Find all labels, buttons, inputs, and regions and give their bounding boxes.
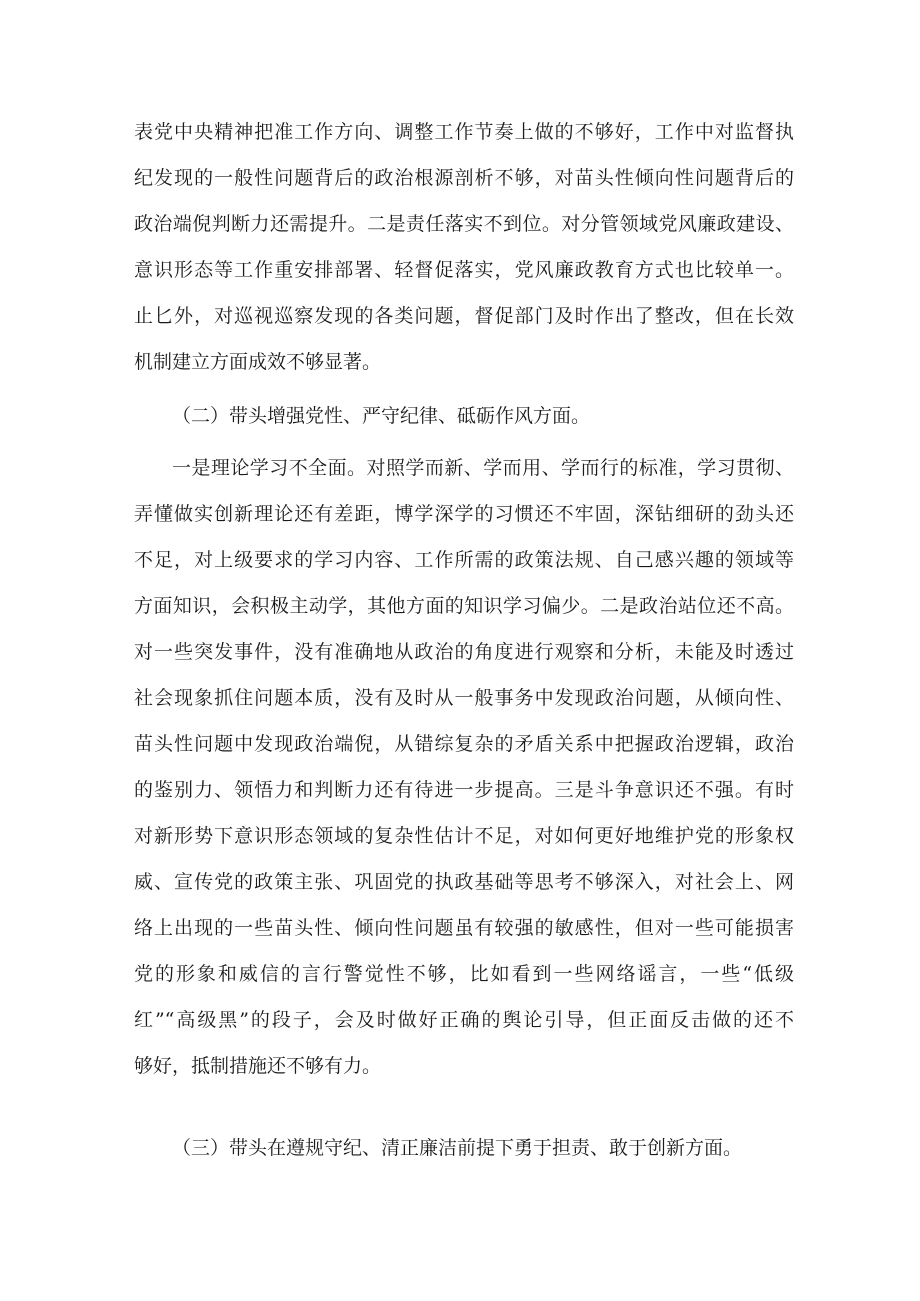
paragraph-line: 的鉴别力、领悟力和判断力还有待进一步提高。三是斗争意识还不强。有时 xyxy=(134,779,794,801)
paragraph-line: 社会现象抓住问题本质，没有及时从一般事务中发现政治问题，从倾向性、 xyxy=(134,687,794,709)
paragraph-line: 红”“高级黑”的段子，会及时做好正确的舆论引导，但正面反击做的还不 xyxy=(134,1009,794,1031)
paragraph-line: 对新形势下意识形态领域的复杂性估计不足，对如何更好地维护党的形象权 xyxy=(134,825,794,847)
paragraph-line: 不足，对上级要求的学习内容、工作所需的政策法规、自己感兴趣的领域等 xyxy=(134,549,794,571)
paragraph-line: 表党中央精神把准工作方向、调整工作节奏上做的不够好，工作中对监督执 xyxy=(134,121,794,143)
paragraph-line: 方面知识，会积极主动学，其他方面的知识学习偏少。二是政治站位还不高。 xyxy=(134,595,794,617)
paragraph-line: 机制建立方面成效不够显著。 xyxy=(134,351,382,373)
paragraph-line: 政治端倪判断力还需提升。二是责任落实不到位。对分管领域党风廉政建设、 xyxy=(134,213,794,235)
paragraph-line: 对一些突发事件，没有准确地从政治的角度进行观察和分析，未能及时透过 xyxy=(134,641,794,663)
paragraph-line: 纪发现的一般性问题背后的政治根源剖析不够，对苗头性倾向性问题背后的 xyxy=(134,167,794,189)
paragraph-line: 够好，抵制措施还不够有力。 xyxy=(134,1055,382,1077)
paragraph-line: 党的形象和威信的言行警觉性不够，比如看到一些网络谣言，一些“低级 xyxy=(134,963,794,985)
paragraph-line: 苗头性问题中发现政治端倪，从错综复杂的矛盾关系中把握政治逻辑，政治 xyxy=(134,733,794,755)
paragraph-line: 威、宣传党的政策主张、巩固党的执政基础等思考不够深入，对社会上、网 xyxy=(134,871,794,893)
paragraph-line: 弄懂做实创新理论还有差距，博学深学的习惯还不牢固，深钻细研的劲头还 xyxy=(134,503,794,525)
paragraph-line: 止匕外，对巡视巡察发现的各类问题，督促部门及时作出了整改，但在长效 xyxy=(134,305,794,327)
paragraph-line: 络上出现的一些苗头性、倾向性问题虽有较强的敏感性，但对一些可能损害 xyxy=(134,917,794,939)
section-heading: （三）带头在遵规守纪、清正廉洁前提下勇于担责、敢于创新方面。 xyxy=(172,1137,743,1159)
paragraph-line: 一是理论学习不全面。对照学而新、学而用、学而行的标准，学习贯彻、 xyxy=(172,457,794,479)
paragraph-line: 意识形态等工作重安排部署、轻督促落实，党风廉政教育方式也比较单一。 xyxy=(134,259,794,281)
section-heading: （二）带头增强党性、严守纪律、砥砺作风方面。 xyxy=(172,405,591,427)
